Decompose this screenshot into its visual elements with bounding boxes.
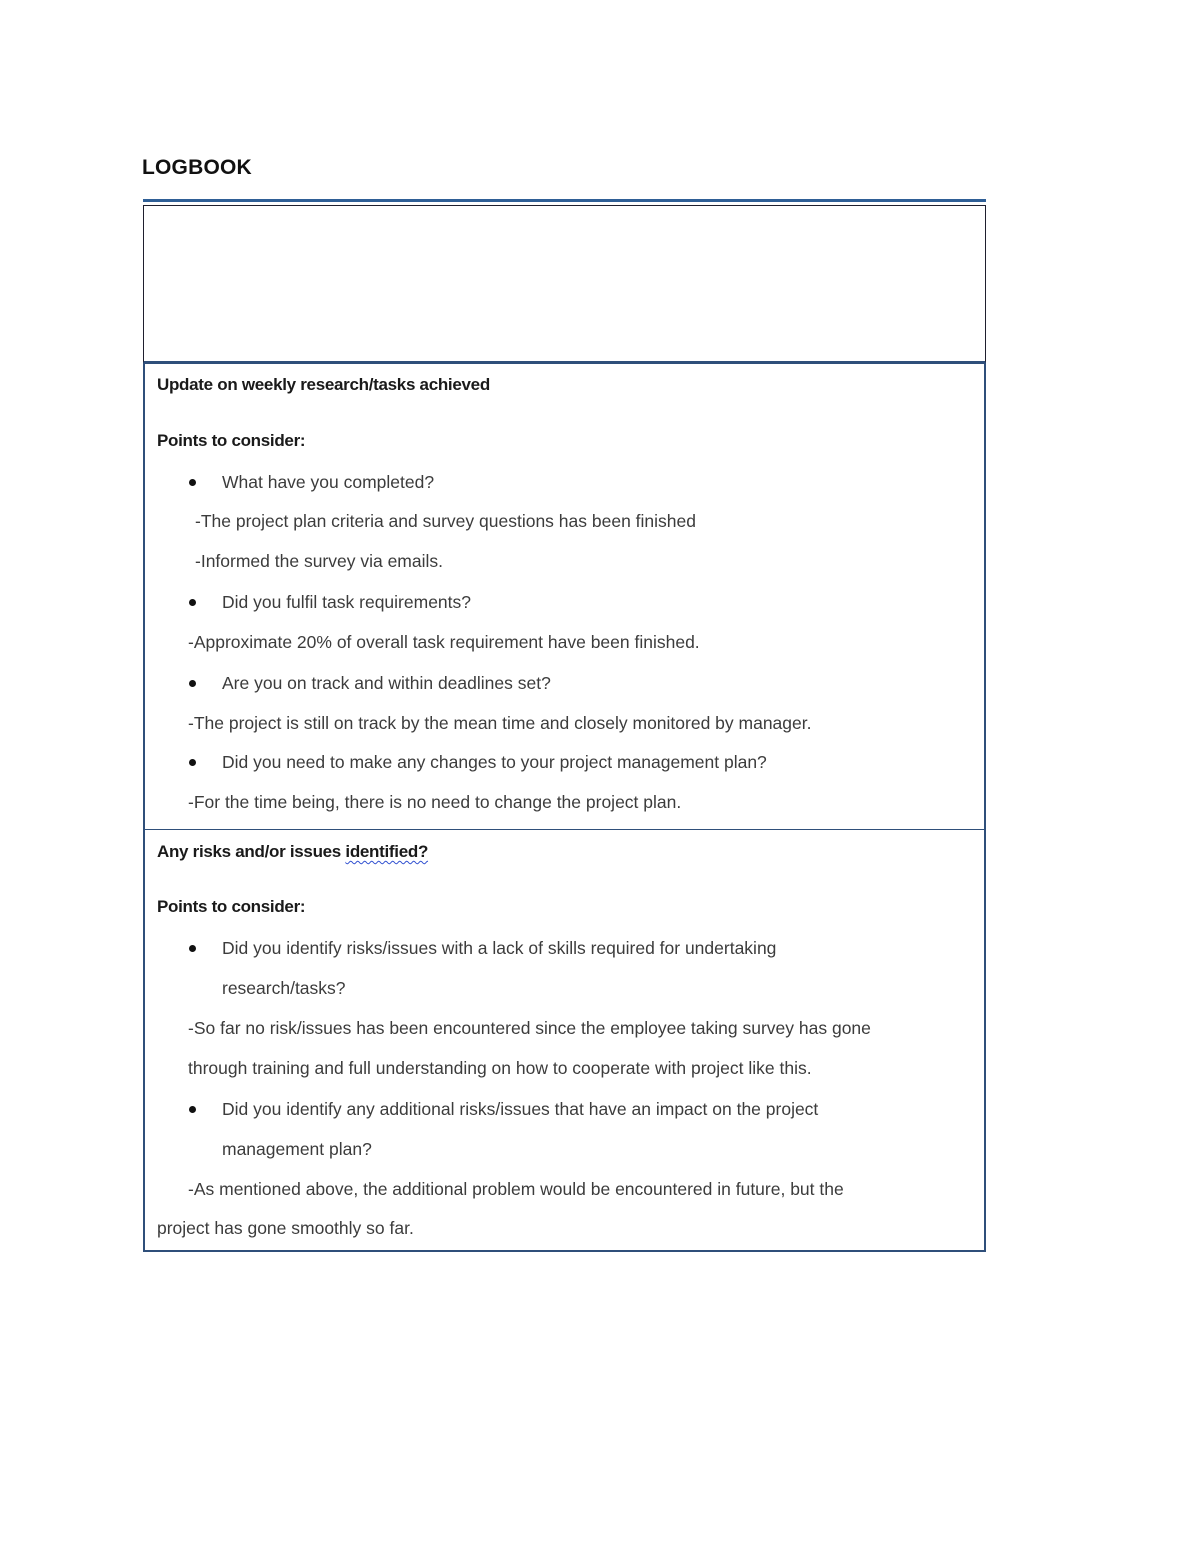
spellcheck-marked-word: identified? (345, 842, 429, 861)
question-text: Did you fulfil task requirements? (222, 592, 471, 612)
weekly-update-section (143, 363, 986, 829)
answer-text: -Informed the survey via emails. (195, 551, 444, 571)
bullet-icon (189, 759, 196, 766)
answer-text: -The project plan criteria and survey questions has been finished (195, 511, 696, 531)
bullet-icon (189, 1106, 196, 1113)
page-title: LOGBOOK (142, 156, 252, 179)
heading-prefix: Any risks and/or issues (157, 842, 346, 861)
question-text: management plan? (222, 1139, 372, 1159)
logbook-table (143, 205, 986, 1252)
answer-text: -Approximate 20% of overall task requirement have been finished. (188, 632, 700, 652)
section-heading: Update on weekly research/tasks achieved (157, 375, 490, 394)
bullet-icon (189, 479, 196, 486)
bullet-icon (189, 599, 196, 606)
bullet-icon (189, 680, 196, 687)
question-text: Did you identify any additional risks/issues that have an impact on the project (222, 1099, 819, 1119)
risks-issues-section (143, 829, 986, 1252)
answer-text: -As mentioned above, the additional problem would be encountered in future, but the (188, 1179, 844, 1199)
answer-text: -So far no risk/issues has been encountered since the employee taking survey has gone (188, 1018, 871, 1038)
answer-text: -For the time being, there is no need to change the project plan. (188, 792, 682, 812)
bullet-icon (189, 945, 196, 952)
top-divider (143, 199, 986, 202)
answer-text: -The project is still on track by the mean time and closely monitored by manager. (188, 713, 812, 733)
answer-text: through training and full understanding on how to cooperate with project like this. (188, 1058, 812, 1078)
question-text: Are you on track and within deadlines set? (222, 673, 551, 693)
question-text: research/tasks? (222, 978, 346, 998)
question-text: What have you completed? (222, 472, 435, 492)
question-text: Did you need to make any changes to your project management plan? (222, 752, 767, 772)
answer-text: project has gone smoothly so far. (157, 1218, 414, 1238)
points-label: Points to consider: (157, 897, 306, 916)
question-text: Did you identify risks/issues with a lack of skills required for undertaking (222, 938, 777, 958)
points-label: Points to consider: (157, 431, 306, 450)
section-heading (157, 841, 428, 863)
blank-header-cell (143, 205, 986, 363)
